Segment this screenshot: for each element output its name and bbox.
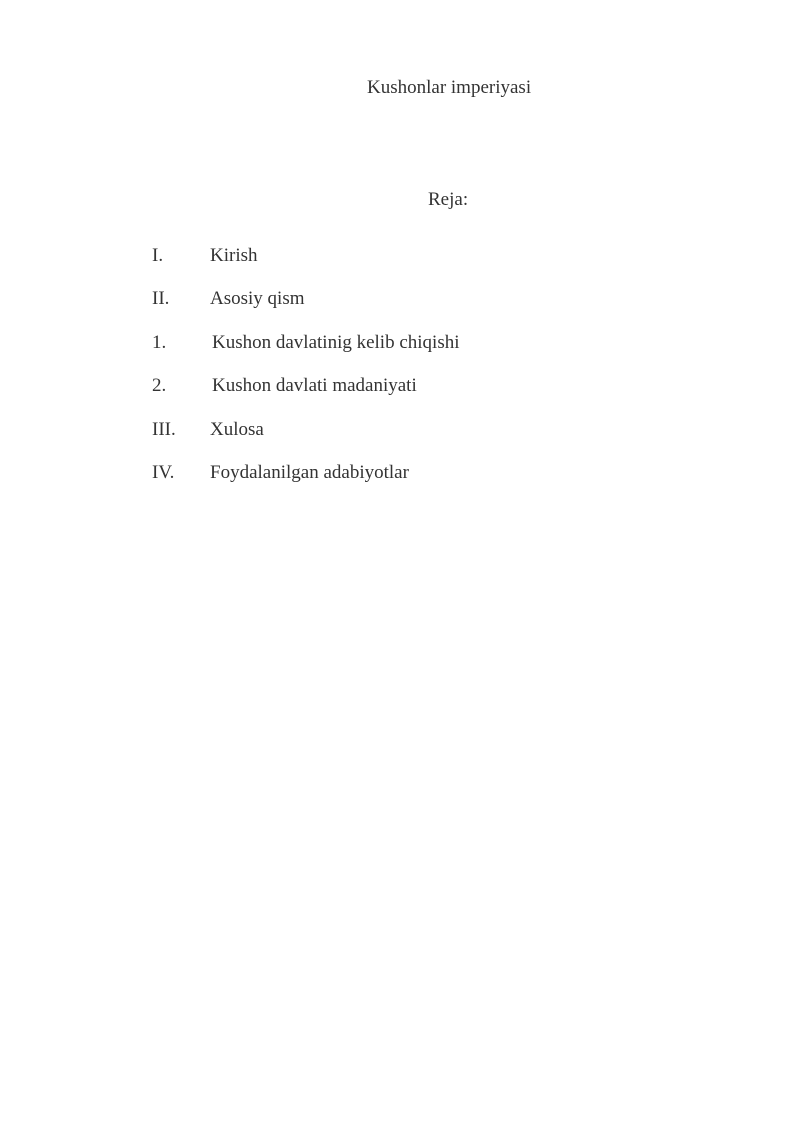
toc-item-text: Kushon davlati madaniyati: [212, 375, 417, 397]
toc-item-number: 1.: [152, 331, 167, 353]
toc-item-number: I.: [152, 245, 164, 266]
toc-item-text: Xulosa: [210, 418, 264, 440]
document-title: Kushonlar imperiyasi: [367, 77, 532, 98]
plan-heading: Reja:: [428, 189, 469, 210]
toc-item-number: II.: [152, 288, 170, 310]
toc-item-number: 2.: [152, 375, 167, 397]
toc-item-number: III.: [152, 418, 176, 440]
toc-item-text: Asosiy qism: [210, 288, 305, 310]
toc-item-text: Kushon davlatinig kelib chiqishi: [212, 331, 460, 353]
toc-item-text: Foydalanilgan adabiyotlar: [210, 461, 409, 483]
toc-item-number: IV.: [152, 461, 175, 483]
toc-item-text: Kirish: [210, 245, 258, 266]
